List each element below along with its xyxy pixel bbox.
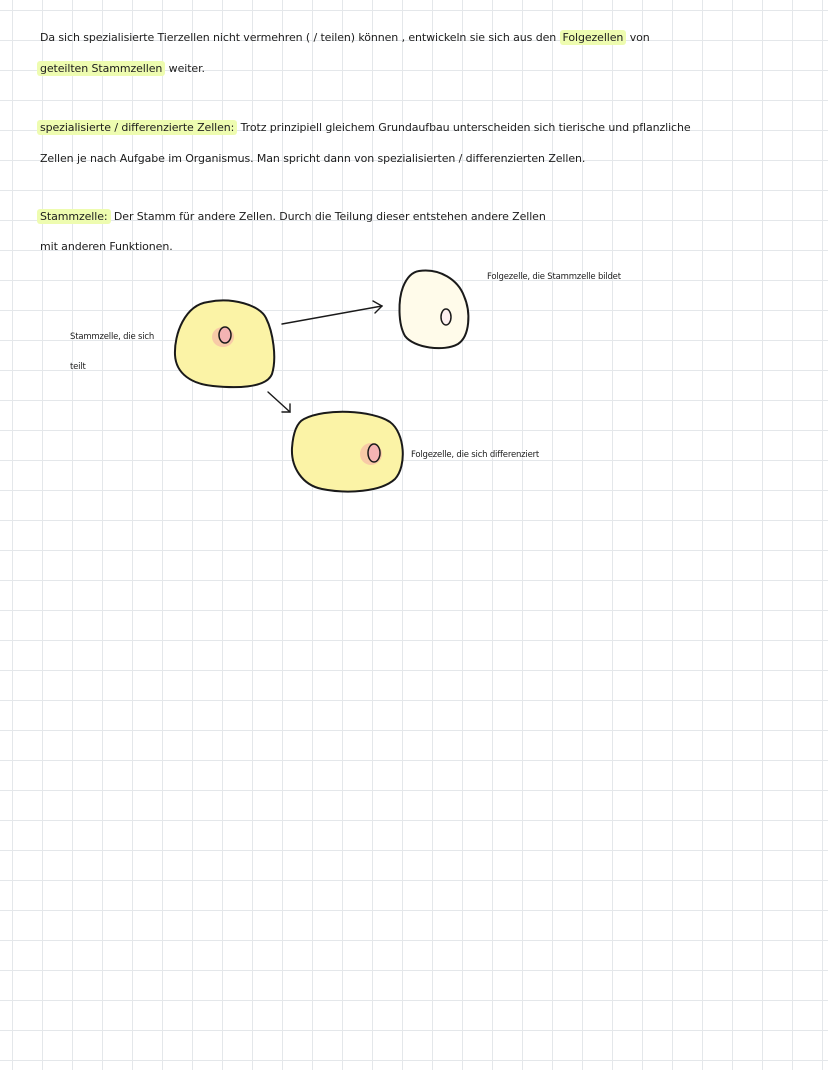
term-stammzelle: Stammzelle: (37, 209, 111, 224)
term-spezialisierte-zellen: spezialisierte / differenzierte Zellen: (37, 120, 237, 135)
highlight-folgezellen: Folgezellen (560, 30, 627, 45)
paragraph1-text-b: von (629, 31, 650, 44)
daughter-stem-cell-label: Folgezelle, die Stammzelle bildet (487, 272, 621, 282)
paragraph1-text-c: weiter. (168, 62, 205, 75)
highlight-geteilten-stammzellen: geteilten Stammzellen (37, 61, 165, 76)
arrow-to-diff-cell (268, 392, 290, 412)
paragraph2-text-2: Zellen je nach Aufgabe im Organismus. Man spricht dann von spezialisierten / differenzierten Zellen. (40, 152, 586, 165)
stem-cell (175, 300, 274, 387)
daughter-stem-cell (399, 271, 468, 349)
daughter-diff-cell (292, 412, 403, 492)
paragraph3-text-2: mit anderen Funktionen. (40, 240, 173, 253)
paragraph1-text-a: Da sich spezialisierte Tierzellen nicht vermehren ( / teilen) können , entwickeln sie sich aus den (40, 31, 557, 44)
paragraph2-text-1: Trotz prinzipiell gleichem Grundaufbau unterscheiden sich tierische und pflanzliche (240, 121, 691, 134)
daughter-diff-cell-label: Folgezelle, die sich differenziert (411, 450, 540, 460)
stem-cell-label-line1: Stammzelle, die sich (70, 332, 155, 342)
paragraph3-text-1: Der Stamm für andere Zellen. Durch die Teilung dieser entstehen andere Zellen (113, 210, 546, 223)
stem-cell-label-line2: teilt (70, 362, 86, 372)
arrow-to-stem-cell (282, 301, 382, 324)
